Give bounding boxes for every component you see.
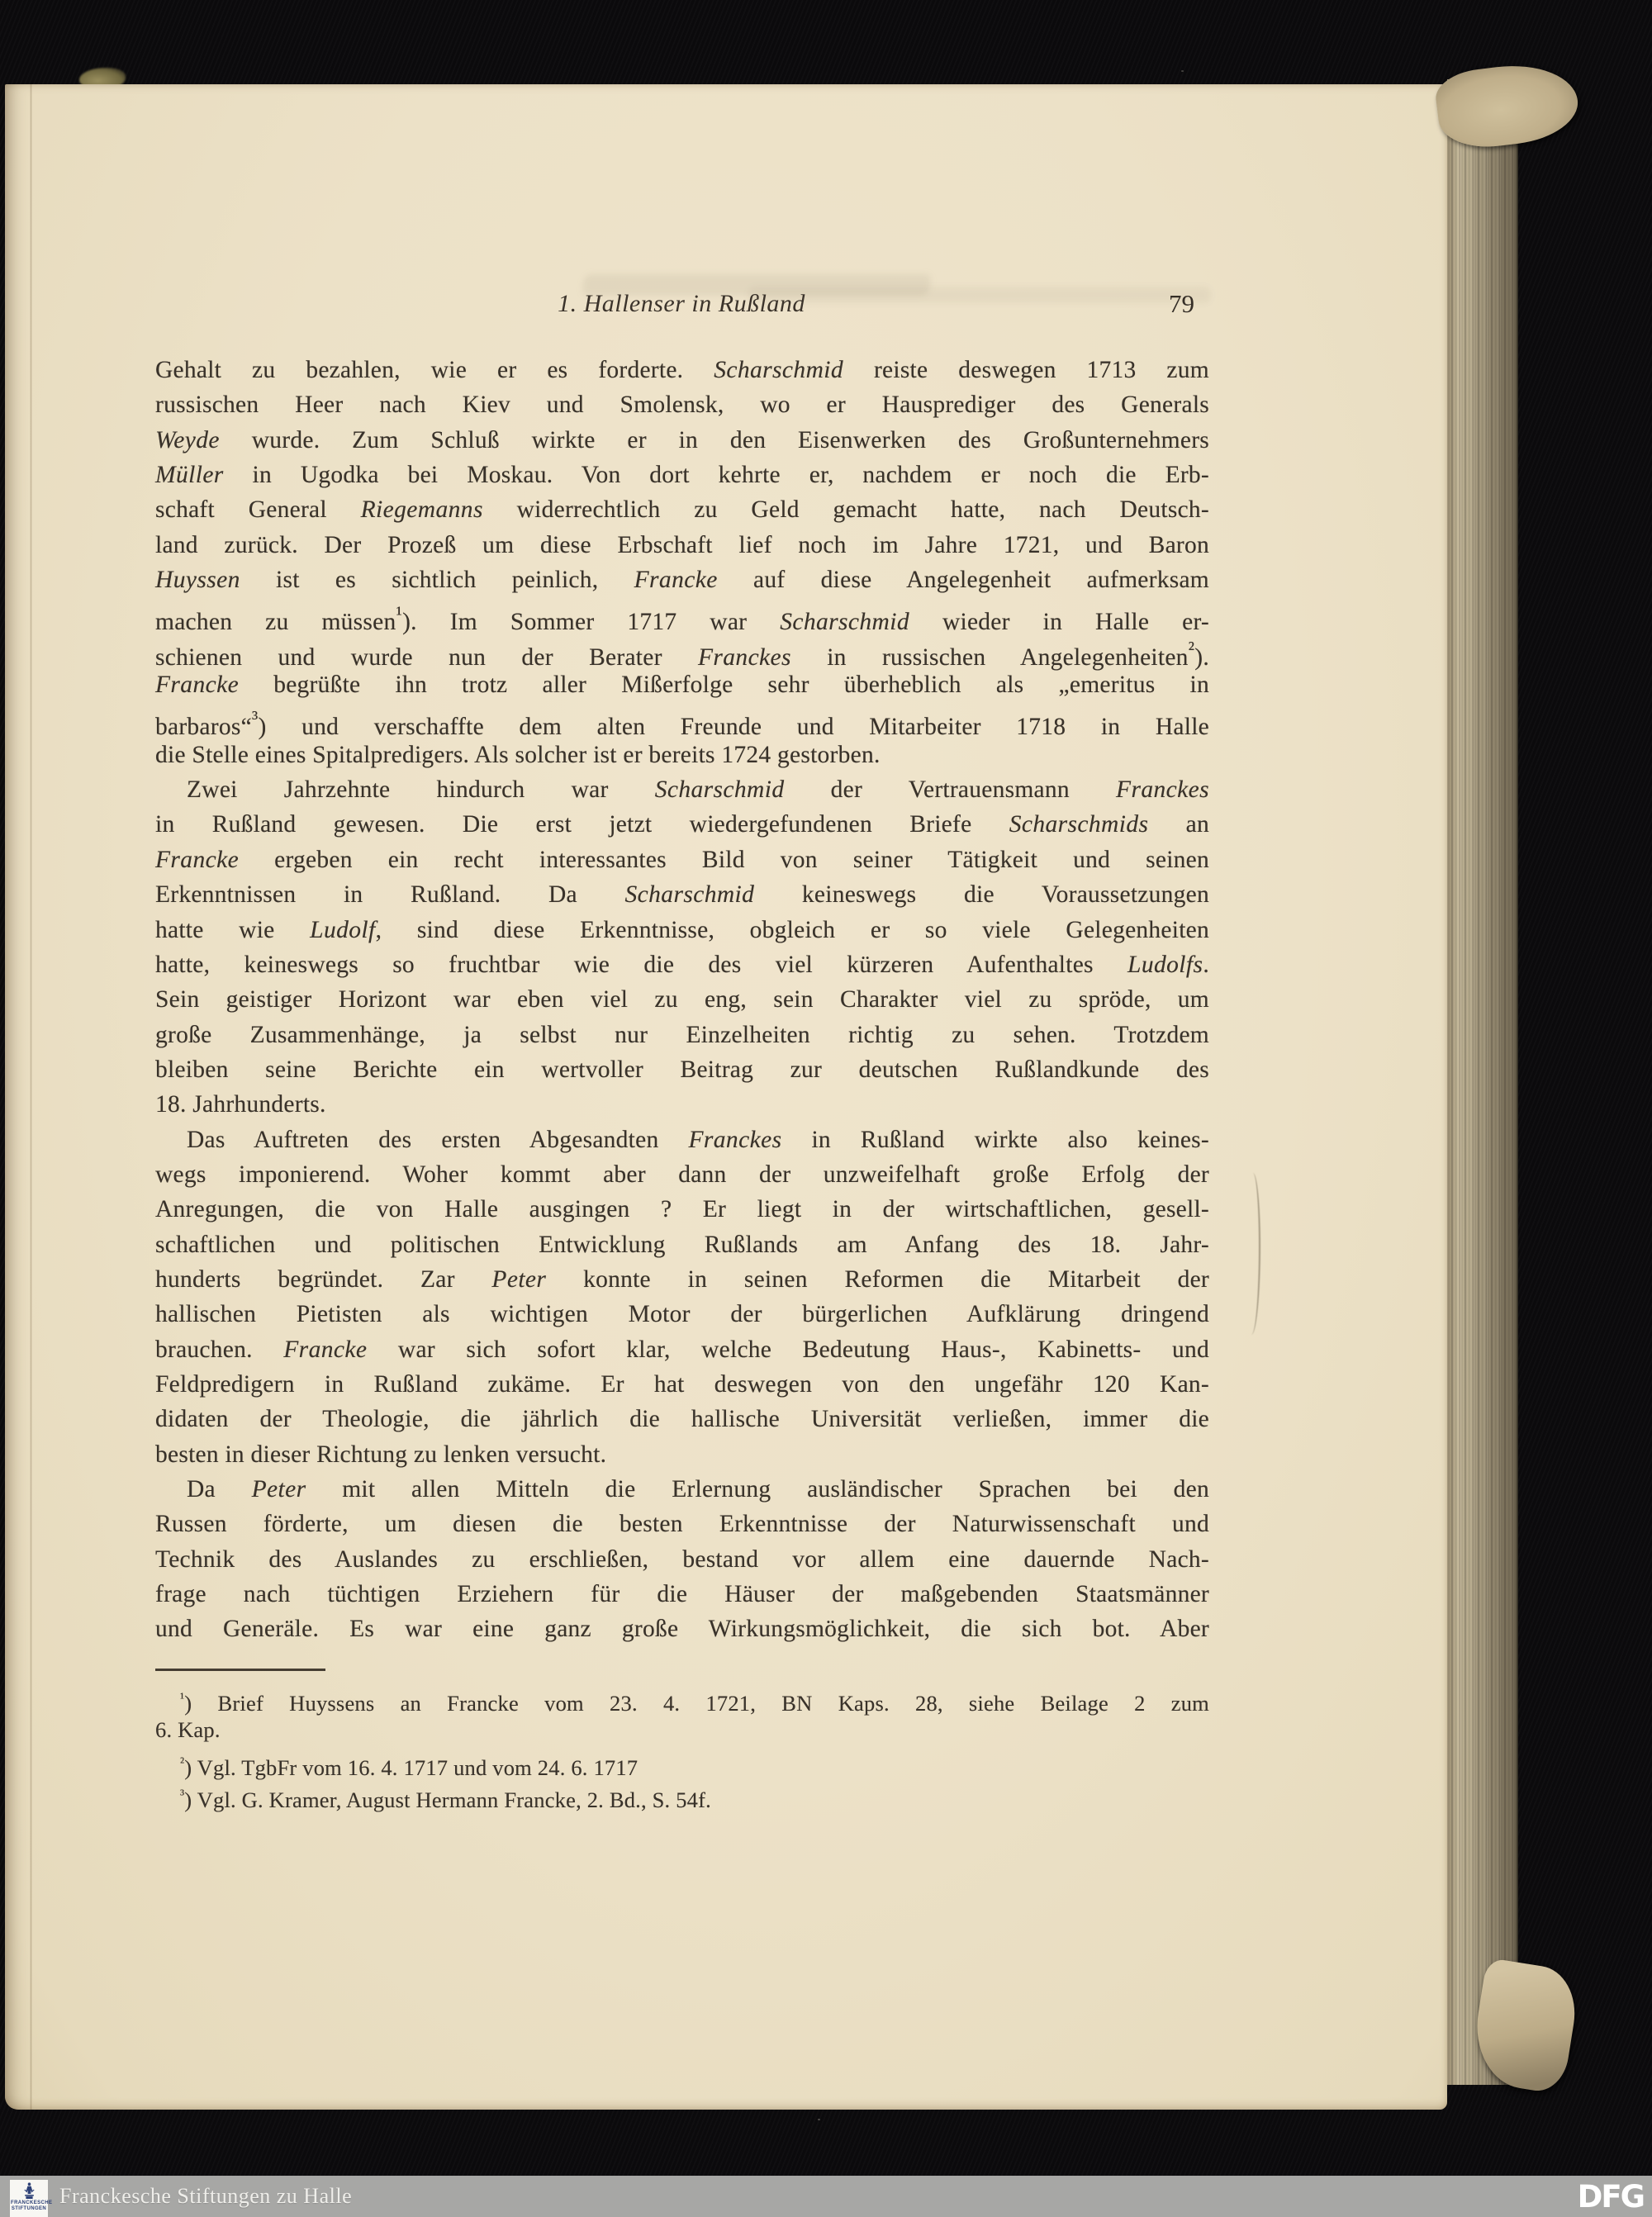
text-line: 18. Jahrhunderts. [155, 1091, 326, 1118]
statue-emblem-icon [23, 2182, 36, 2199]
text-line: schaftlichen und politischen Entwicklung Rußlands am Anfang des 18. Jahr- [155, 1231, 1209, 1258]
text-line: Technik des Auslandes zu erschließen, bestand vor allem eine dauernde Nach- [155, 1545, 1209, 1573]
text-line: Francke begrüßte ihn trotz aller Mißerfolge sehr überheblich als „emeritus in [155, 672, 1209, 699]
footnotes [155, 1682, 1209, 1811]
text-line: russischen Heer nach Kiev und Smolensk, wo er Hausprediger des Generals [155, 392, 1209, 419]
book-page [5, 84, 1447, 2110]
text-line: Anregungen, die von Halle ausgingen ? Er liegt in der wirtschaftlichen, gesell- [155, 1196, 1209, 1223]
text-line: didaten der Theologie, die jährlich die hallische Universität verließen, immer die [155, 1406, 1209, 1433]
text-line: Das Auftreten des ersten Abgesandten Franckes in Rußland wirkte also keines- [187, 1126, 1209, 1153]
text-line: frage nach tüchtigen Erziehern für die Häuser der maßgebenden Staatsmänner [155, 1581, 1209, 1608]
footnote-line: $^{^1}$) Brief Huyssens an Francke vom 23. 4. 1721, BN Kaps. 28, siehe Beilage 2 zum [180, 1690, 1209, 1716]
text-line: in Rußland gewesen. Die erst jetzt wiedergefundenen Briefe Scharschmids an [155, 811, 1209, 838]
text-line: die Stelle eines Spitalpredigers. Als solcher ist er bereits 1724 gestorben. [155, 741, 881, 768]
text-line: hatte wie Ludolf, sind diese Erkenntnisse, obgleich er so viele Gelegenheiten [155, 916, 1209, 943]
text-line: und Generäle. Es war eine ganz große Wirkungsmöglichkeit, die sich bot. Aber [155, 1616, 1209, 1643]
footnote-line: 6. Kap. [155, 1717, 221, 1742]
text-line: besten in dieser Richtung zu lenken versucht. [155, 1441, 607, 1468]
text-line: Zwei Jahrzehnte hindurch war Scharschmid der Vertrauensmann Franckes [187, 776, 1210, 804]
text-line: Gehalt zu bezahlen, wie er es forderte. Scharschmid reiste deswegen 1713 zum [155, 357, 1209, 383]
running-title: 1. Hallenser in Rußland [558, 290, 805, 317]
footnote-line: $^{^3}$) Vgl. G. Kramer, August Hermann Francke, 2. Bd., S. 54f. [180, 1787, 711, 1812]
text-line: hatte, keineswegs so fruchtbar wie die des viel kürzeren Aufenthaltes Ludolfs. [155, 951, 1209, 978]
dfg-logo: DFG [1577, 2179, 1644, 2215]
text-line: machen zu müssen$^{^1}$). Im Sommer 1717 war Scharschmid wieder in Halle er- [155, 603, 1209, 636]
text-line: hallischen Pietisten als wichtigen Motor der bürgerlichen Aufklärung dringend [155, 1301, 1209, 1328]
text-line: bleiben seine Berichte ein wertvoller Beitrag zur deutschen Rußlandkunde des [155, 1056, 1209, 1083]
footnote-line: $^{^2}$) Vgl. TgbFr vom 16. 4. 1717 und vom 24. 6. 1717 [180, 1754, 638, 1780]
torn-page-corner-top [1433, 58, 1582, 153]
text-line: Feldpredigern in Rußland zukäme. Er hat deswegen von den ungefähr 120 Kan- [155, 1370, 1209, 1398]
text-line: hunderts begründet. Zar Peter konnte in seinen Reformen die Mitarbeit der [155, 1265, 1209, 1293]
text-line: barbaros“$^{^3}$) und verschaffte dem alten Freunde und Mitarbeiter 1718 in Halle [155, 708, 1209, 741]
logo-caption: FRANCKESCHE STIFTUNGEN [11, 2200, 53, 2211]
text-line: große Zusammenhänge, ja selbst nur Einzelheiten richtig zu sehen. Trotzdem [155, 1021, 1209, 1048]
page-crease [1244, 1173, 1260, 1335]
page-header [155, 286, 1208, 322]
text-line: Russen förderte, um diesen die besten Erkenntnisse der Naturwissenschaft und [155, 1511, 1209, 1538]
text-line: Sein geistiger Horizont war eben viel zu eng, sein Charakter viel zu spröde, um [155, 986, 1209, 1014]
text-line: brauchen. Francke war sich sofort klar, welche Bedeutung Haus-, Kabinetts- und [155, 1336, 1210, 1363]
text-line: Erkenntnissen in Rußland. Da Scharschmid keineswegs die Voraussetzungen [155, 881, 1209, 909]
text-line: schaft General Riegemanns widerrechtlich zu Geld gemacht hatte, nach Deutsch- [155, 496, 1209, 524]
text-line: Huyssen ist es sichtlich peinlich, Francke auf diese Angelegenheit aufmerksam [155, 567, 1209, 594]
text-line: schienen und wurde nun der Berater Franckes in russischen Angelegenheiten$^{^2}$). [155, 638, 1209, 671]
footnote-rule [155, 1669, 325, 1671]
text-line: Francke ergeben ein recht interessantes Bild von seiner Tätigkeit und seinen [155, 846, 1209, 873]
text-line: Müller in Ugodka bei Moskau. Von dort kehrte er, nachdem er noch die Erb- [155, 462, 1209, 489]
viewer-bar [0, 2176, 1652, 2217]
institution-label: Franckesche Stiftungen zu Halle [59, 2184, 353, 2208]
page-number: 79 [1169, 289, 1194, 318]
text-line: wegs imponierend. Woher kommt aber dann der unzweifelhaft große Erfolg der [155, 1161, 1209, 1188]
body-text [155, 353, 1209, 1647]
text-line: Da Peter mit allen Mitteln die Erlernung ausländischer Sprachen bei den [187, 1476, 1209, 1503]
text-line: Weyde wurde. Zum Schluß wirkte er in den Eisenwerken des Großunternehmers [155, 426, 1209, 453]
fore-edge-page-stack [1447, 79, 1518, 2085]
text-line: land zurück. Der Prozeß um diese Erbschaft lief noch im Jahre 1721, und Baron [155, 531, 1209, 558]
franckesche-stiftungen-logo [10, 2180, 53, 2217]
